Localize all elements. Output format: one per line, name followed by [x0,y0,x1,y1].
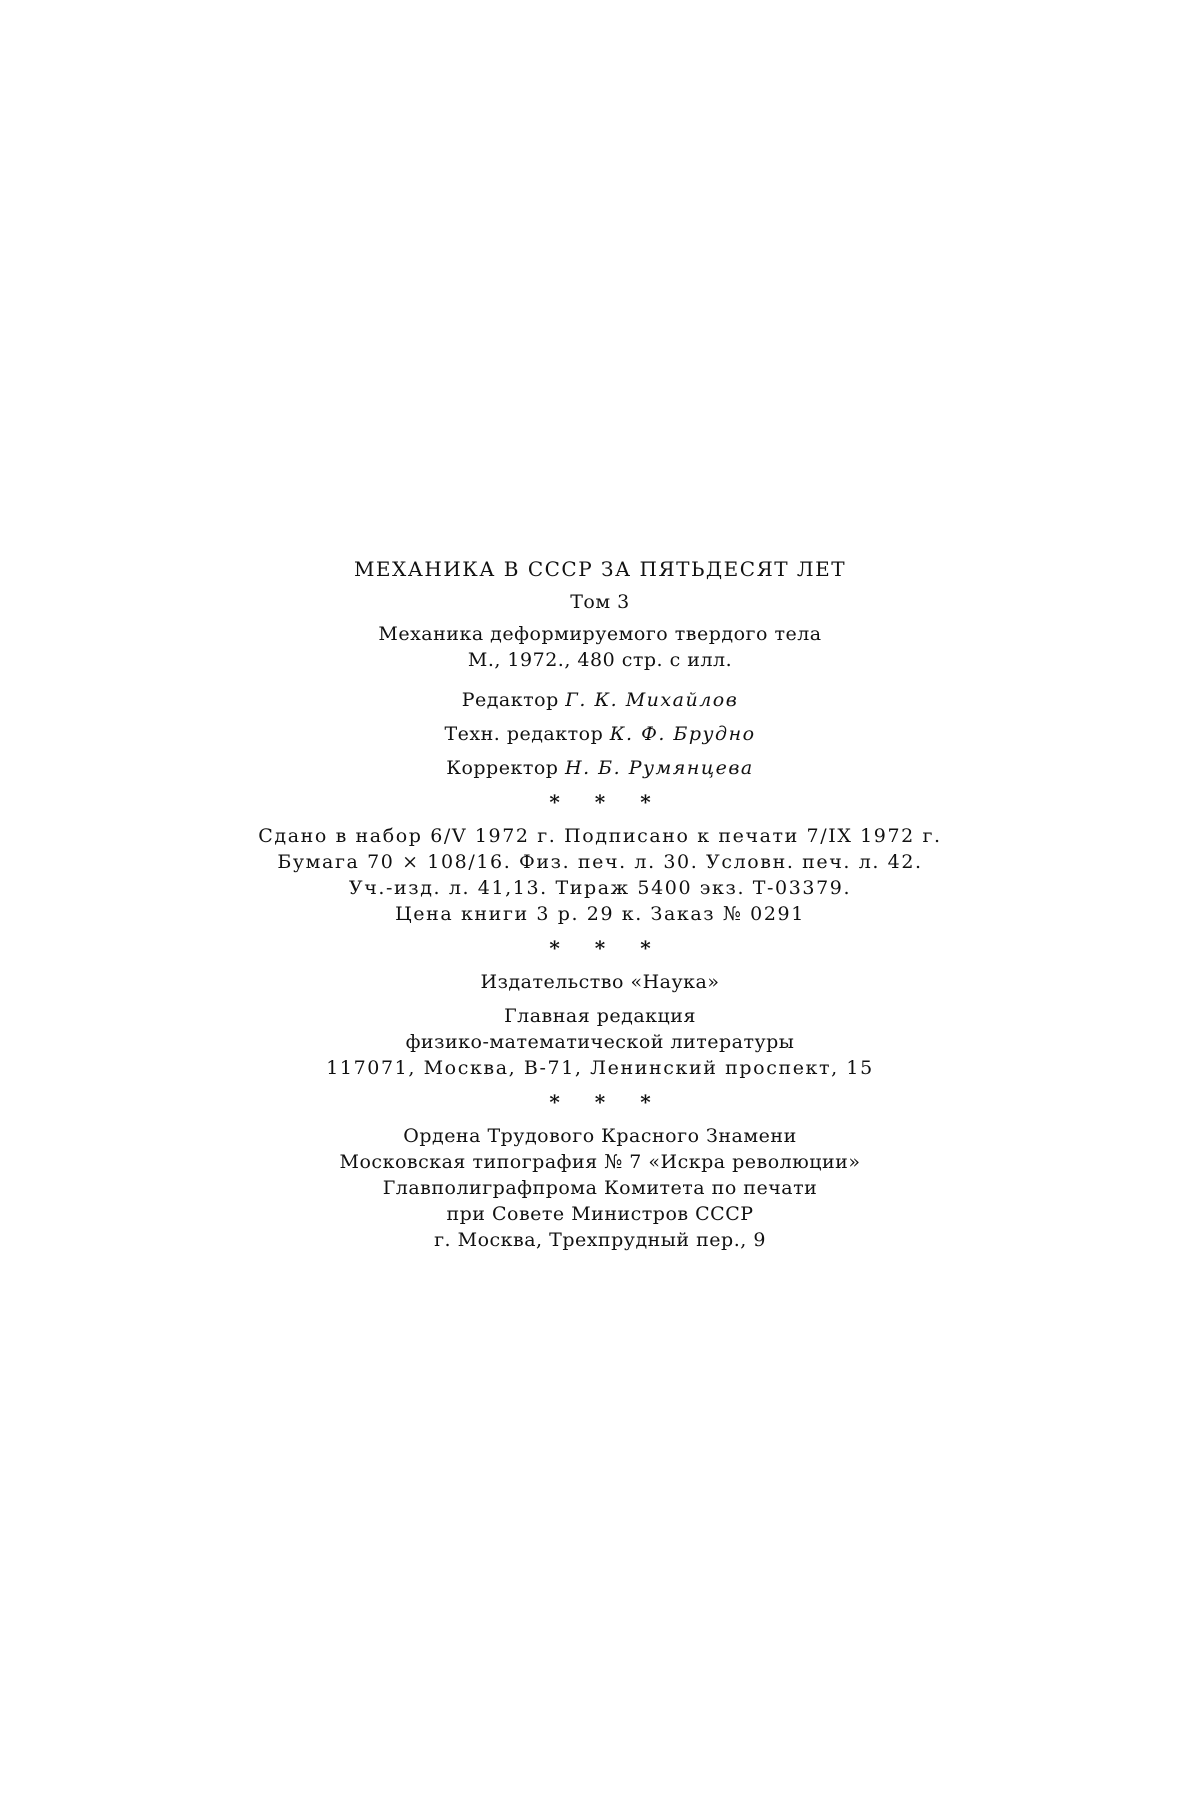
proofreader-label: Корректор [446,757,559,779]
print-details-line: Бумага 70 × 108/16. Физ. печ. л. 30. Условн. печ. л. 42. [277,851,923,873]
proofreader-credit [0,755,1200,781]
imprint-line: М., 1972., 480 стр. с илл. [467,649,733,671]
printer-line: при Совете Министров СССР [446,1203,754,1225]
publisher-line: физико-математической литературы [405,1031,795,1053]
book-subtitle: Механика деформируемого твердого тела [378,623,822,645]
printer-line: Московская типография № 7 «Искра революции» [339,1151,861,1173]
publisher-name: Издательство «Наука» [480,971,720,993]
print-details-line: Сдано в набор 6/V 1972 г. Подписано к печати 7/IX 1972 г. [258,825,942,847]
tech-editor-credit [0,721,1200,747]
print-details-line: Цена книги 3 р. 29 к. Заказ № 0291 [395,903,805,925]
printer-line: Ордена Трудового Красного Знамени [403,1125,797,1147]
tech-editor-label: Техн. редактор [444,723,604,745]
editor-label: Редактор [461,689,559,711]
separator-stars: * * * [549,936,665,960]
series-title: МЕХАНИКА В СССР ЗА ПЯТЬДЕСЯТ ЛЕТ [353,557,847,581]
volume-number: Том 3 [570,591,630,613]
editor-name: Г. К. Михайлов [565,689,739,711]
printer-line: Главполиграфпрома Комитета по печати [382,1177,818,1199]
printer-address: г. Москва, Трехпрудный пер., 9 [434,1229,766,1251]
editor-credit [0,687,1200,713]
tech-editor-name: К. Ф. Брудно [609,723,756,745]
print-details-line: Уч.-изд. л. 41,13. Тираж 5400 экз. Т-03379. [348,877,852,899]
separator-stars: * * * [549,790,665,814]
separator-stars: * * * [549,1090,665,1114]
publisher-address: 117071, Москва, В-71, Ленинский проспект, 15 [326,1057,874,1079]
colophon [0,555,1200,1253]
proofreader-name: Н. Б. Румянцева [565,757,754,779]
publisher-line: Главная редакция [504,1005,696,1027]
